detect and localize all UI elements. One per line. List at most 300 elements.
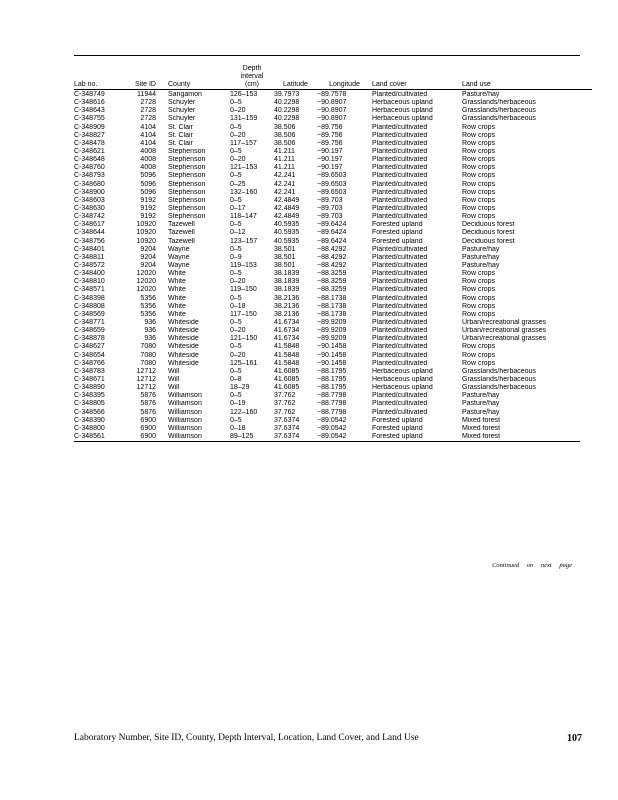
cell-land-cover: Herbaceous upland <box>372 107 433 115</box>
cell-longitude: −89.9209 <box>317 319 347 326</box>
cell-land-use: Urban/recreational grasses <box>462 327 547 335</box>
cell-lab-no: C-348616 <box>74 99 105 107</box>
cell-county: Whiteside <box>168 343 199 351</box>
cell-land-cover: Herbaceous upland <box>372 99 433 107</box>
cell-land-use: Pasture/hay <box>462 400 500 408</box>
cell-county: White <box>168 310 186 318</box>
cell-longitude: −89.6424 <box>317 221 347 229</box>
cell-land-use: Row crops <box>462 343 496 351</box>
cell-county: Will <box>168 384 180 392</box>
cell-land-cover: Planted/cultivated <box>372 139 428 147</box>
cell-latitude: 41.6734 <box>274 327 300 335</box>
cell-county: Williamson <box>168 392 202 400</box>
cell-site-id: 12020 <box>136 278 156 286</box>
cell-site-id: 4008 <box>140 164 156 172</box>
cell-land-use: Row crops <box>462 286 496 294</box>
cell-land-cover: Planted/cultivated <box>372 408 428 416</box>
cell-land-cover: Planted/cultivated <box>372 400 428 408</box>
cell-longitude: −89.0542 <box>317 416 347 424</box>
cell-longitude: −88.4292 <box>317 262 347 270</box>
cell-land-use: Deciduous forest <box>462 237 515 245</box>
table-row <box>74 229 592 237</box>
cell-site-id: 5096 <box>140 172 156 180</box>
cell-lab-no: C-348805 <box>74 400 105 408</box>
cell-land-cover: Planted/cultivated <box>372 172 428 180</box>
cell-longitude: −90.8907 <box>317 107 347 115</box>
cell-county: Whiteside <box>168 319 199 326</box>
cell-land-cover: Planted/cultivated <box>372 302 428 310</box>
cell-county: Stephenson <box>168 180 206 188</box>
cell-land-cover: Herbaceous upland <box>372 375 433 383</box>
cell-depth: 18–29 <box>230 384 250 392</box>
cell-latitude: 42.4849 <box>274 205 300 213</box>
table-row <box>74 417 592 425</box>
cell-longitude: −89.703 <box>317 205 343 213</box>
cell-site-id: 12712 <box>136 367 156 375</box>
cell-depth: 0–18 <box>230 424 246 432</box>
cell-land-use: Row crops <box>462 180 496 188</box>
cell-county: Williamson <box>168 432 202 440</box>
cell-land-cover: Forested upland <box>372 237 423 245</box>
cell-land-cover: Planted/cultivated <box>372 148 428 156</box>
cell-depth: 117–157 <box>230 139 257 147</box>
cell-latitude: 40.2298 <box>274 107 300 115</box>
cell-land-cover: Planted/cultivated <box>372 156 428 164</box>
cell-latitude: 40.2298 <box>274 99 300 107</box>
cell-lab-no: C-348390 <box>74 416 105 424</box>
cell-longitude: −89.756 <box>317 123 343 131</box>
cell-land-use: Grasslands/herbaceous <box>462 99 536 107</box>
cell-lab-no: C-348756 <box>74 237 105 245</box>
table-row <box>74 286 592 294</box>
continued-note: Continued on next page <box>492 562 572 569</box>
cell-depth: 0–20 <box>230 131 246 139</box>
cell-county: Whiteside <box>168 327 199 335</box>
cell-depth: 0–5 <box>230 123 242 131</box>
cell-depth: 0–5 <box>230 245 242 253</box>
cell-lab-no: C-348621 <box>74 148 105 156</box>
table-row <box>74 408 592 416</box>
cell-longitude: −90.197 <box>317 156 343 164</box>
cell-longitude: −88.4292 <box>317 253 347 261</box>
cell-latitude: 41.5848 <box>274 359 300 367</box>
cell-site-id: 5876 <box>140 408 156 416</box>
cell-latitude: 41.211 <box>274 164 295 172</box>
table-row <box>74 384 592 392</box>
cell-longitude: −90.1458 <box>317 343 347 351</box>
cell-latitude: 40.5935 <box>274 221 300 229</box>
cell-county: Tazewell <box>168 221 195 229</box>
cell-latitude: 38.506 <box>274 131 296 139</box>
cell-land-use: Grasslands/herbaceous <box>462 107 536 115</box>
cell-depth: 0–8 <box>230 375 242 383</box>
cell-lab-no: C-348478 <box>74 139 105 147</box>
header-land-use: Land use <box>462 81 491 88</box>
cell-longitude: −90.8907 <box>317 99 347 107</box>
cell-depth: 122–160 <box>230 408 258 416</box>
cell-site-id: 2728 <box>140 115 156 123</box>
cell-latitude: 38.2136 <box>274 310 300 318</box>
cell-lab-no: C-348680 <box>74 180 105 188</box>
cell-county: Williamson <box>168 400 202 408</box>
cell-latitude: 38.2136 <box>274 302 300 310</box>
cell-land-cover: Planted/cultivated <box>372 310 428 318</box>
cell-land-cover: Planted/cultivated <box>372 319 428 326</box>
table-row <box>74 115 592 123</box>
table-row <box>74 172 592 180</box>
cell-land-use: Row crops <box>462 302 496 310</box>
cell-depth: 0–5 <box>230 148 242 156</box>
cell-land-use: Row crops <box>462 310 496 318</box>
cell-depth: 0–5 <box>230 294 242 302</box>
cell-lab-no: C-348909 <box>74 123 105 131</box>
table-row <box>74 221 592 229</box>
cell-latitude: 40.5935 <box>274 229 300 237</box>
cell-lab-no: C-348900 <box>74 188 105 196</box>
cell-lab-no: C-348808 <box>74 302 105 310</box>
cell-lab-no: C-348617 <box>74 221 105 229</box>
cell-depth: 0–5 <box>230 172 242 180</box>
cell-latitude: 42.4849 <box>274 213 300 221</box>
table-row <box>74 181 592 189</box>
cell-land-use: Row crops <box>462 156 496 164</box>
cell-land-use: Grasslands/herbaceous <box>462 367 536 375</box>
cell-land-cover: Forested upland <box>372 432 423 440</box>
cell-depth: 0–5 <box>230 319 242 326</box>
cell-depth: 0–20 <box>230 351 246 359</box>
cell-depth: 0–20 <box>230 107 246 115</box>
cell-longitude: −89.756 <box>317 131 343 139</box>
cell-site-id: 12020 <box>136 270 156 278</box>
table-row <box>74 91 592 99</box>
cell-county: Stephenson <box>168 156 206 164</box>
cell-land-cover: Planted/cultivated <box>372 188 428 196</box>
cell-lab-no: C-348603 <box>74 196 105 204</box>
cell-county: Tazewell <box>168 229 195 237</box>
cell-depth: 117–150 <box>230 310 257 318</box>
cell-land-cover: Planted/cultivated <box>372 359 428 367</box>
cell-longitude: −88.3259 <box>317 270 347 278</box>
cell-land-cover: Herbaceous upland <box>372 115 433 123</box>
cell-latitude: 40.2298 <box>274 115 300 123</box>
cell-land-use: Row crops <box>462 148 496 156</box>
cell-site-id: 12020 <box>136 286 156 294</box>
cell-lab-no: C-348627 <box>74 343 105 351</box>
cell-longitude: −88.1738 <box>317 302 347 310</box>
table-row <box>74 107 592 115</box>
cell-lab-no: C-348771 <box>74 319 105 326</box>
cell-site-id: 5356 <box>140 294 156 302</box>
cell-land-use: Mixed forest <box>462 416 501 424</box>
table-row <box>74 197 592 205</box>
cell-land-use: Row crops <box>462 196 496 204</box>
cell-land-cover: Planted/cultivated <box>372 180 428 188</box>
table-row <box>74 392 592 400</box>
cell-longitude: −88.1738 <box>317 310 347 318</box>
cell-longitude: −90.1458 <box>317 351 347 359</box>
table-row <box>74 238 592 246</box>
cell-longitude: −89.7578 <box>317 91 347 99</box>
table-row <box>74 376 592 384</box>
cell-longitude: −88.7798 <box>317 400 347 408</box>
cell-land-cover: Planted/cultivated <box>372 343 428 351</box>
cell-longitude: −88.7798 <box>317 392 347 400</box>
cell-land-use: Pasture/hay <box>462 392 500 400</box>
data-table-container <box>74 55 580 442</box>
cell-latitude: 38.2136 <box>274 294 300 302</box>
cell-depth: 0–5 <box>230 221 242 229</box>
cell-lab-no: C-348742 <box>74 213 105 221</box>
cell-site-id: 936 <box>144 319 156 326</box>
header-depth-line3: (cm) <box>245 81 259 88</box>
cell-land-use: Grasslands/herbaceous <box>462 384 536 392</box>
cell-land-cover: Planted/cultivated <box>372 196 428 204</box>
cell-latitude: 41.6085 <box>274 375 300 383</box>
cell-county: Whiteside <box>168 335 199 343</box>
cell-lab-no: C-348654 <box>74 351 105 359</box>
cell-depth: 0–20 <box>230 327 246 335</box>
cell-site-id: 4008 <box>140 148 156 156</box>
cell-county: Whiteside <box>168 351 199 359</box>
table-row <box>74 335 592 343</box>
table-row <box>74 425 592 433</box>
cell-latitude: 41.6734 <box>274 335 300 343</box>
cell-longitude: −88.1795 <box>317 384 347 392</box>
cell-site-id: 5356 <box>140 302 156 310</box>
cell-latitude: 38.506 <box>274 139 296 147</box>
header-depth-interval <box>230 56 274 90</box>
cell-site-id: 6900 <box>140 432 156 440</box>
cell-latitude: 37.762 <box>274 392 296 400</box>
cell-land-use: Mixed forest <box>462 432 501 440</box>
cell-land-use: Deciduous forest <box>462 229 515 237</box>
cell-land-cover: Herbaceous upland <box>372 367 433 375</box>
cell-latitude: 42.241 <box>274 172 296 180</box>
cell-site-id: 9192 <box>140 196 156 204</box>
cell-depth: 118–147 <box>230 213 257 221</box>
cell-depth: 0–9 <box>230 253 242 261</box>
table-row <box>74 132 592 140</box>
cell-latitude: 38.1839 <box>274 286 300 294</box>
cell-county: Stephenson <box>168 213 206 221</box>
page-number: 107 <box>567 733 582 744</box>
cell-latitude: 41.211 <box>274 156 295 164</box>
cell-latitude: 41.5848 <box>274 351 300 359</box>
header-land-cover: Land cover <box>372 81 407 88</box>
table-row <box>74 400 592 408</box>
header-site-id: Site ID <box>134 81 156 88</box>
cell-depth: 0–17 <box>230 205 246 213</box>
cell-land-cover: Forested upland <box>372 424 423 432</box>
cell-site-id: 9192 <box>140 213 156 221</box>
cell-land-use: Row crops <box>462 131 496 139</box>
cell-site-id: 10920 <box>136 221 156 229</box>
cell-county: Schuyler <box>168 107 196 115</box>
cell-site-id: 12712 <box>136 375 156 383</box>
cell-lab-no: C-348749 <box>74 91 105 99</box>
header-county: County <box>168 81 191 88</box>
cell-depth: 125–161 <box>230 359 258 367</box>
cell-land-cover: Planted/cultivated <box>372 213 428 221</box>
cell-longitude: −89.6503 <box>317 172 347 180</box>
cell-county: White <box>168 278 186 286</box>
cell-lab-no: C-348760 <box>74 164 105 172</box>
cell-site-id: 6900 <box>140 416 156 424</box>
table-row <box>74 319 592 327</box>
table-bottom-rule <box>74 441 580 442</box>
table-body <box>74 91 592 441</box>
cell-site-id: 9204 <box>140 253 156 261</box>
table-row <box>74 295 592 303</box>
cell-site-id: 10920 <box>136 229 156 237</box>
cell-site-id: 4104 <box>140 131 156 139</box>
cell-county: Whiteside <box>168 359 199 367</box>
cell-longitude: −88.3259 <box>317 286 347 294</box>
table-row <box>74 303 592 311</box>
cell-county: St. Clair <box>168 123 193 131</box>
table-row <box>74 246 592 254</box>
table-row <box>74 156 592 164</box>
cell-county: Wayne <box>168 262 190 270</box>
cell-depth: 0–5 <box>230 270 242 278</box>
cell-longitude: −88.1795 <box>317 367 347 375</box>
table-row <box>74 270 592 278</box>
cell-county: Will <box>168 367 180 375</box>
cell-longitude: −89.6503 <box>317 188 347 196</box>
cell-depth: 0–5 <box>230 416 242 424</box>
cell-land-cover: Planted/cultivated <box>372 286 428 294</box>
cell-lab-no: C-348648 <box>74 156 105 164</box>
cell-land-use: Deciduous forest <box>462 221 515 229</box>
cell-land-use: Row crops <box>462 123 496 131</box>
cell-site-id: 9204 <box>140 262 156 270</box>
cell-longitude: −89.6424 <box>317 229 347 237</box>
cell-site-id: 5876 <box>140 400 156 408</box>
cell-latitude: 42.241 <box>274 180 296 188</box>
cell-lab-no: C-348400 <box>74 270 105 278</box>
cell-land-use: Mixed forest <box>462 424 501 432</box>
cell-site-id: 11944 <box>137 91 156 99</box>
cell-site-id: 9192 <box>140 205 156 213</box>
cell-longitude: −89.703 <box>317 213 343 221</box>
cell-lab-no: C-348395 <box>74 392 105 400</box>
cell-lab-no: C-348827 <box>74 131 105 139</box>
table-row <box>74 164 592 172</box>
cell-lab-no: C-348644 <box>74 229 105 237</box>
table-row <box>74 352 592 360</box>
cell-land-cover: Planted/cultivated <box>372 123 428 131</box>
cell-land-use: Pasture/hay <box>462 245 500 253</box>
cell-depth: 0–25 <box>230 180 246 188</box>
cell-land-cover: Planted/cultivated <box>372 278 428 286</box>
cell-longitude: −88.4292 <box>317 245 347 253</box>
cell-county: Stephenson <box>168 196 206 204</box>
cell-land-cover: Planted/cultivated <box>372 245 428 253</box>
cell-depth: 126–153 <box>230 91 258 99</box>
cell-land-use: Row crops <box>462 359 496 367</box>
cell-depth: 0–18 <box>230 302 246 310</box>
cell-county: Schuyler <box>168 115 196 123</box>
table-row <box>74 368 592 376</box>
cell-land-cover: Forested upland <box>372 229 423 237</box>
table-row <box>74 327 592 335</box>
cell-longitude: −88.7798 <box>317 408 347 416</box>
header-depth-line1: Depth <box>242 65 262 72</box>
cell-land-use: Urban/recreational grasses <box>462 319 547 326</box>
cell-longitude: −89.9209 <box>317 335 347 343</box>
cell-land-use: Row crops <box>462 139 496 147</box>
table-row <box>74 254 592 262</box>
cell-depth: 132–160 <box>230 188 258 196</box>
cell-latitude: 41.211 <box>274 148 295 156</box>
cell-lab-no: C-348572 <box>74 262 105 270</box>
cell-site-id: 2728 <box>140 107 156 115</box>
cell-latitude: 38.1839 <box>274 278 300 286</box>
cell-lab-no: C-348571 <box>74 286 105 294</box>
cell-county: Williamson <box>168 416 202 424</box>
cell-lab-no: C-348878 <box>74 335 105 343</box>
cell-lab-no: C-348569 <box>74 310 105 318</box>
cell-county: St. Clair <box>168 139 193 147</box>
cell-depth: 0–5 <box>230 343 242 351</box>
cell-depth: 121–153 <box>230 164 258 172</box>
header-latitude: Latitude <box>283 81 308 88</box>
cell-depth: 0–5 <box>230 392 242 400</box>
cell-depth: 0–20 <box>230 278 246 286</box>
cell-site-id: 6900 <box>140 424 156 432</box>
cell-latitude: 38.501 <box>274 245 296 253</box>
cell-latitude: 37.6374 <box>274 432 300 440</box>
cell-county: Wayne <box>168 253 190 261</box>
cell-site-id: 9204 <box>140 245 156 253</box>
cell-depth: 123–157 <box>230 237 258 245</box>
cell-land-cover: Planted/cultivated <box>372 335 428 343</box>
cell-depth: 121–150 <box>230 335 258 343</box>
cell-land-use: Row crops <box>462 188 496 196</box>
table-row <box>74 99 592 107</box>
cell-county: White <box>168 270 186 278</box>
cell-land-cover: Planted/cultivated <box>372 205 428 213</box>
cell-site-id: 5096 <box>140 188 156 196</box>
cell-lab-no: C-348566 <box>74 408 105 416</box>
table-row <box>74 124 592 132</box>
cell-land-use: Row crops <box>462 351 496 359</box>
cell-longitude: −88.1738 <box>317 294 347 302</box>
table-row <box>74 343 592 351</box>
header-lab-no: Lab no. <box>74 81 98 88</box>
cell-longitude: −90.197 <box>317 148 343 156</box>
cell-latitude: 38.501 <box>274 262 296 270</box>
cell-longitude: −89.0542 <box>317 424 347 432</box>
cell-land-cover: Forested upland <box>372 221 423 229</box>
cell-land-use: Pasture/hay <box>462 91 500 99</box>
cell-lab-no: C-348800 <box>74 424 105 432</box>
cell-land-cover: Planted/cultivated <box>372 91 428 99</box>
cell-land-use: Row crops <box>462 278 496 286</box>
cell-lab-no: C-348398 <box>74 294 105 302</box>
cell-longitude: −89.6503 <box>317 180 347 188</box>
cell-latitude: 38.506 <box>274 123 296 131</box>
cell-land-cover: Planted/cultivated <box>372 253 428 261</box>
cell-latitude: 38.1839 <box>274 270 300 278</box>
cell-site-id: 936 <box>144 327 156 335</box>
cell-longitude: −90.197 <box>317 164 343 172</box>
cell-depth: 119–150 <box>230 286 257 294</box>
cell-latitude: 41.6734 <box>274 319 300 326</box>
cell-site-id: 10920 <box>136 237 156 245</box>
cell-land-cover: Planted/cultivated <box>372 270 428 278</box>
cell-depth: 0–5 <box>230 99 242 107</box>
